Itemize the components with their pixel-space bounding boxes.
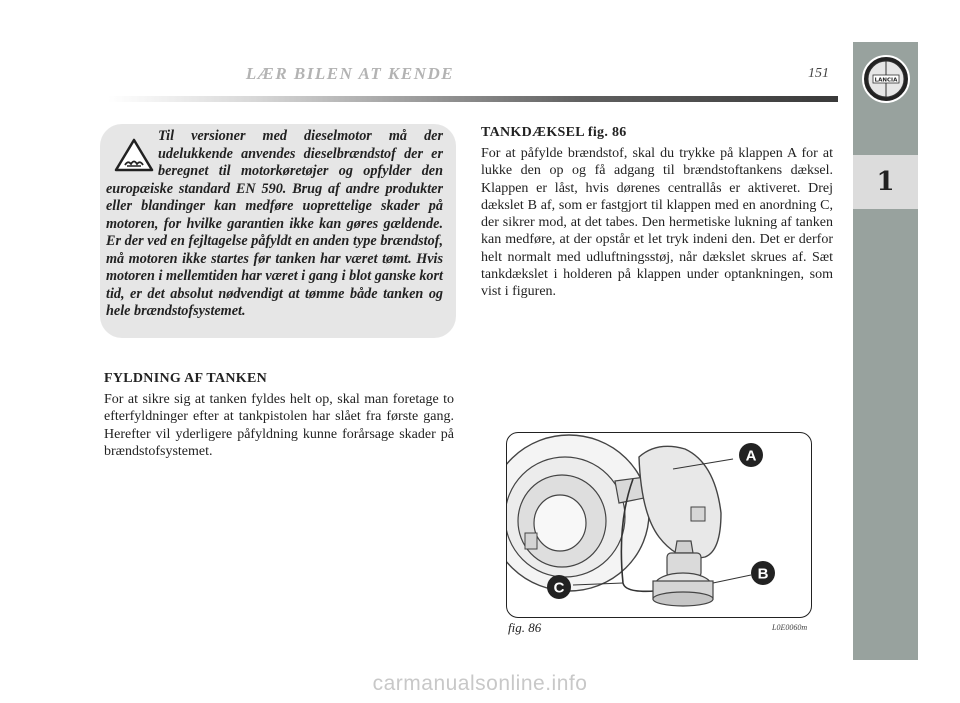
header-rule — [108, 96, 838, 102]
figure-code: L0E0060m — [772, 623, 808, 632]
page-number: 151 — [808, 66, 829, 81]
tank-cap-heading: TANKDÆKSEL fig. 86 — [481, 125, 627, 140]
filling-text: For at sikre sig at tanken fyldes helt op, skal man foretage to efterfyldninger efter at tankpistolen har slået fra første gang. Herefter vil yderligere påfyldning kunne forårsage skader på brændstofsystemet. — [104, 392, 454, 459]
filling-heading: FYLDNING AF TANKEN — [104, 371, 268, 386]
callout-a-label: A — [745, 447, 757, 465]
figure-86 — [506, 432, 812, 618]
watermark: carmanualsonline.info — [372, 672, 588, 695]
callout-b-label: B — [757, 565, 769, 583]
warning-box — [100, 124, 456, 338]
logo-lettering: LANCIA — [874, 77, 898, 84]
warning-text: Til versioner med dieselmotor må der udelukkende anvendes dieselbrændstof der er beregnet til motorkøretøjer og opfylder den europæiske standard EN 590. Brug af andre produkter eller blandinger kan medføre uoprettelige skader på motoren, for hvilke garantien ikke kan gøres gældende. Er der ved en fejltagelse påfyldt en anden type brændstof, må motoren ikke startes før tanken har været tømt. Hvis motoren i mellemtiden har været i gang i blot ganske kort tid, er det absolut nødvendigt at tømme både tanken og hele brændstofsystemet. — [106, 128, 443, 319]
chapter-tab[interactable] — [853, 155, 918, 209]
chapter-sidebar — [853, 42, 918, 660]
chapter-number: 1 — [876, 167, 895, 197]
lancia-logo-icon — [861, 52, 911, 106]
warning-text-block — [106, 128, 443, 321]
callout-c-label: C — [553, 579, 565, 597]
fuel-cap-illustration — [507, 433, 811, 617]
running-header-title: LÆR BILEN AT KENDE — [245, 64, 455, 83]
tank-cap-text: For at påfylde brændstof, skal du trykke på klappen A for at lukke den op og få adgang til brændstoftankens dæksel. Klappen er låst, hvis dørenes centrallås er aktiveret. Drej dækslet B af, som er fastgjort til klappen med en anordning C, der sikrer mod, at det tabes. Den hermetiske lukning af tanken kan medføre, at der opstår et let tryk indeni den. Det er derfor helt normalt med udluftningsstøj, når dækslet skrues af. Sæt tankdækslet i holderen på klappen under optankningen, som vist i figuren. — [481, 146, 833, 300]
figure-caption: fig. 86 — [508, 620, 542, 635]
